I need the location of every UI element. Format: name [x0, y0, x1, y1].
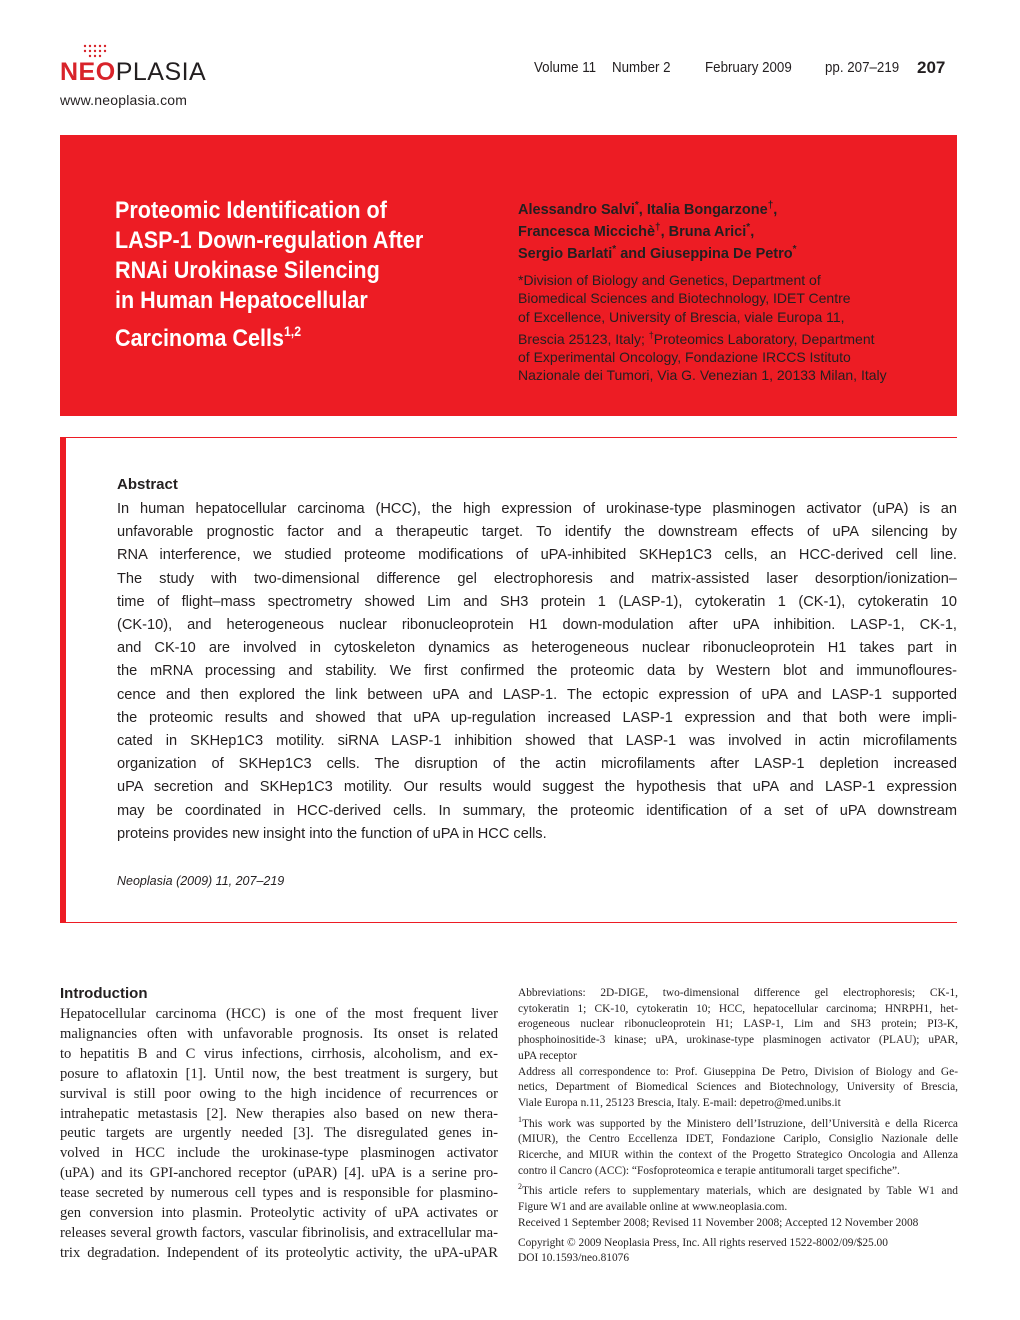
journal-logo[interactable]	[60, 58, 206, 86]
funding-footnote-line: (MIUR), the Centro Eccellenza IDET, Fondazione Cariplo, Consiglio Nazionale delle	[518, 1133, 958, 1146]
abstract-text	[117, 498, 957, 846]
affiliation-text: Brescia 25123, Italy;	[518, 330, 649, 347]
author-name: , Bruna Arici	[660, 224, 747, 240]
affiliation-marker: *	[746, 222, 751, 233]
logo-plasia-text: PLASIA	[115, 58, 207, 86]
abstract-line: uPA secretion and SKHep1C3 motility. Our results would suggest the hypothesis that uPA and LASP-1 expression	[117, 779, 957, 796]
affiliation-line: *Division of Biology and Genetics, Department of	[518, 272, 821, 288]
supplementary-link-line[interactable]: Figure W1 and are available online at www.neoplasia.com.	[518, 1201, 788, 1214]
intro-line: posure to aflatoxin [1]. Until now, the best treatment is surgery, but	[60, 1065, 498, 1082]
abbreviations-line: Abbreviations: 2D-DIGE, two-dimensional difference gel electrophoresis; CK-1,	[518, 987, 958, 999]
title-line-text: Carcinoma Cells	[115, 325, 284, 352]
affiliation-line: Biomedical Sciences and Biotechnology, IDET Centre	[518, 290, 851, 307]
affiliation-line	[518, 326, 938, 348]
author-separator: ,	[750, 224, 755, 240]
intro-line: Hepatocellular carcinoma (HCC) is one of the most frequent liver	[60, 1006, 498, 1022]
issue-date-label: February 2009	[705, 60, 792, 76]
intro-line: tease secreted by numerous cell types and is responsible for plasmino-	[60, 1185, 498, 1202]
page-number: 207	[917, 58, 946, 77]
footnote-marker: 1	[518, 1114, 522, 1124]
intro-line: intrahepatic metastasis [2]. New therapies also based on new thera-	[60, 1105, 498, 1122]
author-line	[518, 197, 938, 219]
abstract-border-top	[66, 437, 957, 438]
abstract-line: the proteomic results and showed that uPA up-regulation increased LASP-1 expression and that both were impli-	[117, 709, 957, 726]
footnote-marker: 2	[518, 1182, 522, 1192]
journal-citation: Neoplasia (2009) 11, 207–219	[117, 874, 285, 888]
author-separator: ,	[773, 202, 778, 218]
intro-line: survival is still poor owing to the high incidence of recurrences or	[60, 1085, 498, 1102]
author-name: Alessandro Salvi	[518, 202, 635, 218]
affiliation-line: of Experimental Oncology, Fondazione IRCCS Istituto	[518, 349, 851, 366]
introduction-heading: Introduction	[60, 985, 148, 1002]
correspondence-email-line[interactable]: Viale Europa n.11, 25123 Brescia, Italy. E-mail: depetro@med.unibs.it	[518, 1096, 841, 1109]
introduction-text	[60, 1005, 498, 1264]
intro-line: volved in HCC include the urokinase-type plasminogen activator	[60, 1145, 498, 1162]
intro-line: malignancies often with unfavorable prognosis. Its onset is related	[60, 1025, 498, 1042]
abbreviations-line: phosphoinositide-3 kinase; uPA, urokinase-type plasminogen activator (PLAU); uPAR,	[518, 1034, 958, 1047]
title-line: in Human Hepatocellular	[115, 287, 368, 314]
title-line: Proteomic Identification of	[115, 197, 387, 224]
abstract-line: cated in SKHep1C3 motility. siRNA LASP-1 inhibition showed that LASP-1 was involved in actin microfilaments	[117, 733, 957, 750]
abstract-line: proteins provides new insight into the function of uPA in HCC cells.	[117, 825, 547, 842]
abstract-line: RNA interference, we studied proteome modifications of uPA-inhibited SKHep1C3 cells, an HCC-derived cell line.	[117, 547, 957, 564]
abstract-line: The study with two-dimensional difference gel electrophoresis and matrix-assisted laser desorption/ionization–	[117, 570, 957, 587]
volume-label: Volume 11	[534, 60, 597, 76]
footnotes-column	[518, 986, 958, 1267]
affiliation-marker: *	[612, 244, 617, 255]
affiliation-line: of Excellence, University of Brescia, viale Europa 11,	[518, 308, 845, 325]
funding-text: This work was supported by the Ministero dell’Istruzione, dell’Università e della Ricerca	[522, 1117, 958, 1130]
supplementary-footnote-line	[518, 1179, 958, 1200]
abstract-line: the mRNA processing and stability. We first confirmed the proteomic data by Western blot and immunofloures-	[117, 663, 957, 680]
abbreviations-line: uPA receptor	[518, 1049, 577, 1062]
intro-line: to hepatitis B and C virus infections, cirrhosis, alcoholism, and ex-	[60, 1045, 498, 1062]
abstract-line: may be coordinated in HCC-derived cells. In summary, the proteomic identification of a set of uPA downstream	[117, 802, 957, 819]
author-name: Sergio Barlati	[518, 246, 613, 262]
received-dates: Received 1 September 2008; Revised 11 November 2008; Accepted 12 November 2008	[518, 1216, 919, 1229]
title-line: LASP-1 Down-regulation After	[115, 227, 424, 254]
funding-footnote-line: Ricerche, and MIUR within the context of the Progetto Strategico Oncologia and Allenza	[518, 1149, 958, 1162]
title-line	[115, 316, 432, 354]
funding-footnote-line	[518, 1112, 958, 1133]
logo-dots-icon	[82, 44, 112, 58]
author-line	[518, 219, 938, 241]
affiliation-marker: †	[655, 222, 661, 233]
abstract-line: (CK-10), and heterogeneous nuclear ribonucleoprotein H1 down-modulation after uPA inhibition. LASP-1, CK-1,	[117, 617, 957, 634]
abstract-line: time of flight–mass spectrometry showed Lim and SH3 protein 1 (LASP-1), cytokeratin 1 (CK-1), cytokeratin 10	[117, 593, 957, 610]
logo-neo-text: NEO	[60, 58, 116, 86]
affiliation-line: Nazionale dei Tumori, Via G. Venezian 1, 20133 Milan, Italy	[518, 367, 887, 384]
author-line	[518, 241, 938, 263]
affiliation-marker: †	[767, 200, 774, 211]
title-line: RNAi Urokinase Silencing	[115, 257, 380, 284]
intro-line: peutic targets are urgently needed [3]. The disregulated genes in-	[60, 1125, 498, 1142]
author-name: Francesca Miccichè	[518, 224, 656, 240]
intro-line: trix degradation. Independent of its proteolytic activity, the uPA-uPAR	[60, 1244, 498, 1261]
issue-number-label: Number 2	[612, 60, 671, 76]
copyright-notice: Copyright © 2009 Neoplasia Press, Inc. All rights reserved 1522-8002/09/$25.00	[518, 1236, 888, 1249]
funding-footnote-line: contro il Cancro (ACC): “Fosfoproteomica e terapie antitumorali target specifiche”.	[518, 1164, 900, 1177]
affiliation-marker: *	[792, 244, 797, 255]
article-title	[115, 196, 432, 354]
abstract-border-left	[60, 437, 66, 923]
author-name: , Italia Bongarzone	[638, 202, 768, 218]
abstract-border-bottom	[66, 922, 957, 923]
affiliation-text: Proteomics Laboratory, Department	[653, 330, 875, 347]
affiliation-marker: †	[648, 329, 654, 340]
abstract-line: unfavorable prognostic factor and a therapeutic target. To identify the downstream effects of uPA silencing by	[117, 524, 957, 541]
correspondence-line: netics, Department of Biomedical Sciences and Biotechnology, University of Brescia,	[518, 1081, 958, 1094]
affiliations	[518, 271, 938, 385]
author-name: and Giuseppina De Petro	[616, 246, 793, 262]
page-range-label: pp. 207–219	[825, 60, 900, 76]
title-footnote-marker[interactable]: 1,2	[283, 323, 302, 339]
intro-line: gen conversion into plasmin. Proteolytic activity of uPA activates or	[60, 1205, 498, 1222]
author-list	[518, 197, 938, 263]
abbreviations-line: erogeneous nuclear ribonucleoprotein H1; LASP-1, Lim and SH3 protein; PI3-K,	[518, 1018, 958, 1031]
abstract-heading: Abstract	[117, 476, 178, 493]
abstract-line: In human hepatocellular carcinoma (HCC), the high expression of urokinase-type plasminogen activator (uPA) is an	[117, 501, 957, 517]
intro-line: (uPA) and its GPI-anchored receptor (uPAR) [4]. uPA is a serine pro-	[60, 1165, 498, 1182]
abbreviations-line: cytokeratin 1; CK-10, cytokeratin 10; HCC, hepatocellular carcinoma; HNRPH1, het-	[518, 1002, 958, 1015]
supplementary-text: This article refers to supplementary materials, which are designated by Table W1 and	[522, 1185, 958, 1198]
affiliation-marker: *	[634, 200, 639, 211]
doi-link[interactable]: DOI 10.1593/neo.81076	[518, 1252, 630, 1265]
abstract-line: cence and then explored the link between uPA and LASP-1. The ectopic expression of uPA and LASP-1 supported	[117, 686, 957, 703]
correspondence-line: Address all correspondence to: Prof. Giuseppina De Petro, Division of Biology and Ge-	[518, 1065, 958, 1078]
intro-line: releases several growth factors, vascular fibrinolisis, and extracellular ma-	[60, 1224, 498, 1241]
abstract-line: organization of SKHep1C3 cells. The disruption of the actin microfilaments after LASP-1 depletion increased	[117, 756, 957, 773]
journal-url-link[interactable]: www.neoplasia.com	[60, 92, 188, 108]
abstract-line: and CK-10 are involved in cytoskeleton dynamics as heterogeneous nuclear ribonucleoprotein H1 takes part in	[117, 640, 957, 657]
